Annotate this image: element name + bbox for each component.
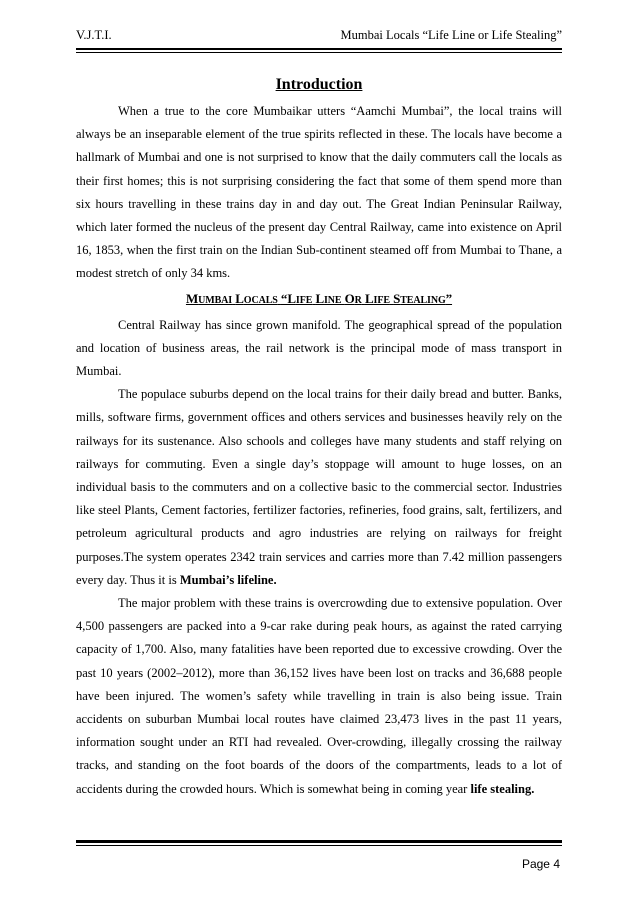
bold-phrase-life-stealing: life stealing. [470,781,535,796]
paragraph-overcrowding [76,592,562,801]
page-number: Page 4 [521,857,560,871]
intro-paragraph: When a true to the core Mumbaikar utters “Aamchi Mumbai”, the local trains will always be an inseparable element of the true spirits reflected in these. The locals have become a hallmark of Mumbai and one is not surprised to know that the daily commuters call the locals as their first homes; this is not surprising considering the fact that some of them spend more than six hours travelling in these trains day in and day out. The Great Indian Peninsular Railway, which later formed the nucleus of the present day Central Railway, came into existence on April 16, 1853, when the first train on the Indian Sub-continent steamed off from Mumbai to Thane, a modest stretch of only 34 kms. [76,104,562,281]
footer-rule-thin [76,845,562,846]
bold-phrase-lifeline: Mumbai’s lifeline. [179,572,277,587]
section-subheading: MUMBAI LOCALS “LIFE LINE OR LIFE STEALING” [185,290,453,306]
header-left-text: V.J.T.I. [76,28,112,42]
page-header [76,28,562,48]
footer-rule-thick [76,840,562,843]
header-rule-thin [76,52,562,53]
paragraph-text: The major problem with these trains is overcrowding due to extensive population. Over 4,500 passengers are packed into a 9-car rake during peak hours, as against the rated carrying capacity of 1,700. Also, many fatalities have been reported due to excessive crowding. Over the past 10 years (2002–2012), more than 36,152 lives have been lost on tracks and 36,688 people have been injured. The women’s safety while travelling in train is also being issue. Train accidents on suburban Mumbai local routes have claimed 23,473 lives in the past 11 years, information sought under an RTI had revealed. Over-crowding, illegally crossing the railway tracks, and standing on the foot boards of the doors of the compartments, leads to a lot of accidents during the crowded hours. Which is somewhat being in coming year [76,596,562,796]
page-title: Introduction [275,76,363,93]
paragraph-central-railway: Central Railway has since grown manifold. The geographical spread of the population and location of business areas, the rail network is the principal mode of mass transport in Mumbai. [76,317,562,379]
header-right-text: Mumbai Locals “Life Line or Life Stealing” [340,28,562,42]
page-body [76,74,562,801]
paragraph-text: The populace suburbs depend on the local trains for their daily bread and butter. Banks, mills, software firms, government offices and others services and businesses heavily rely on the railways for its sustenance. Also schools and colleges have many students and staff relying on railways for commuting. Even a single day’s stoppage will amount to huge losses, on an individual basis to the commuters and on a collective basic to the commercial sector. Industries like steel Plants, Cement factories, fertilizer factories, refineries, food grains, salt, fertilizers, and petroleum agricultural products and agro industries are relying on railways for freight purposes.The system operates 2342 train services and carries more than 7.42 million passengers every day. Thus it is [76,387,562,587]
header-rule-thick [76,48,562,50]
paragraph-populace-suburbs [76,383,562,592]
